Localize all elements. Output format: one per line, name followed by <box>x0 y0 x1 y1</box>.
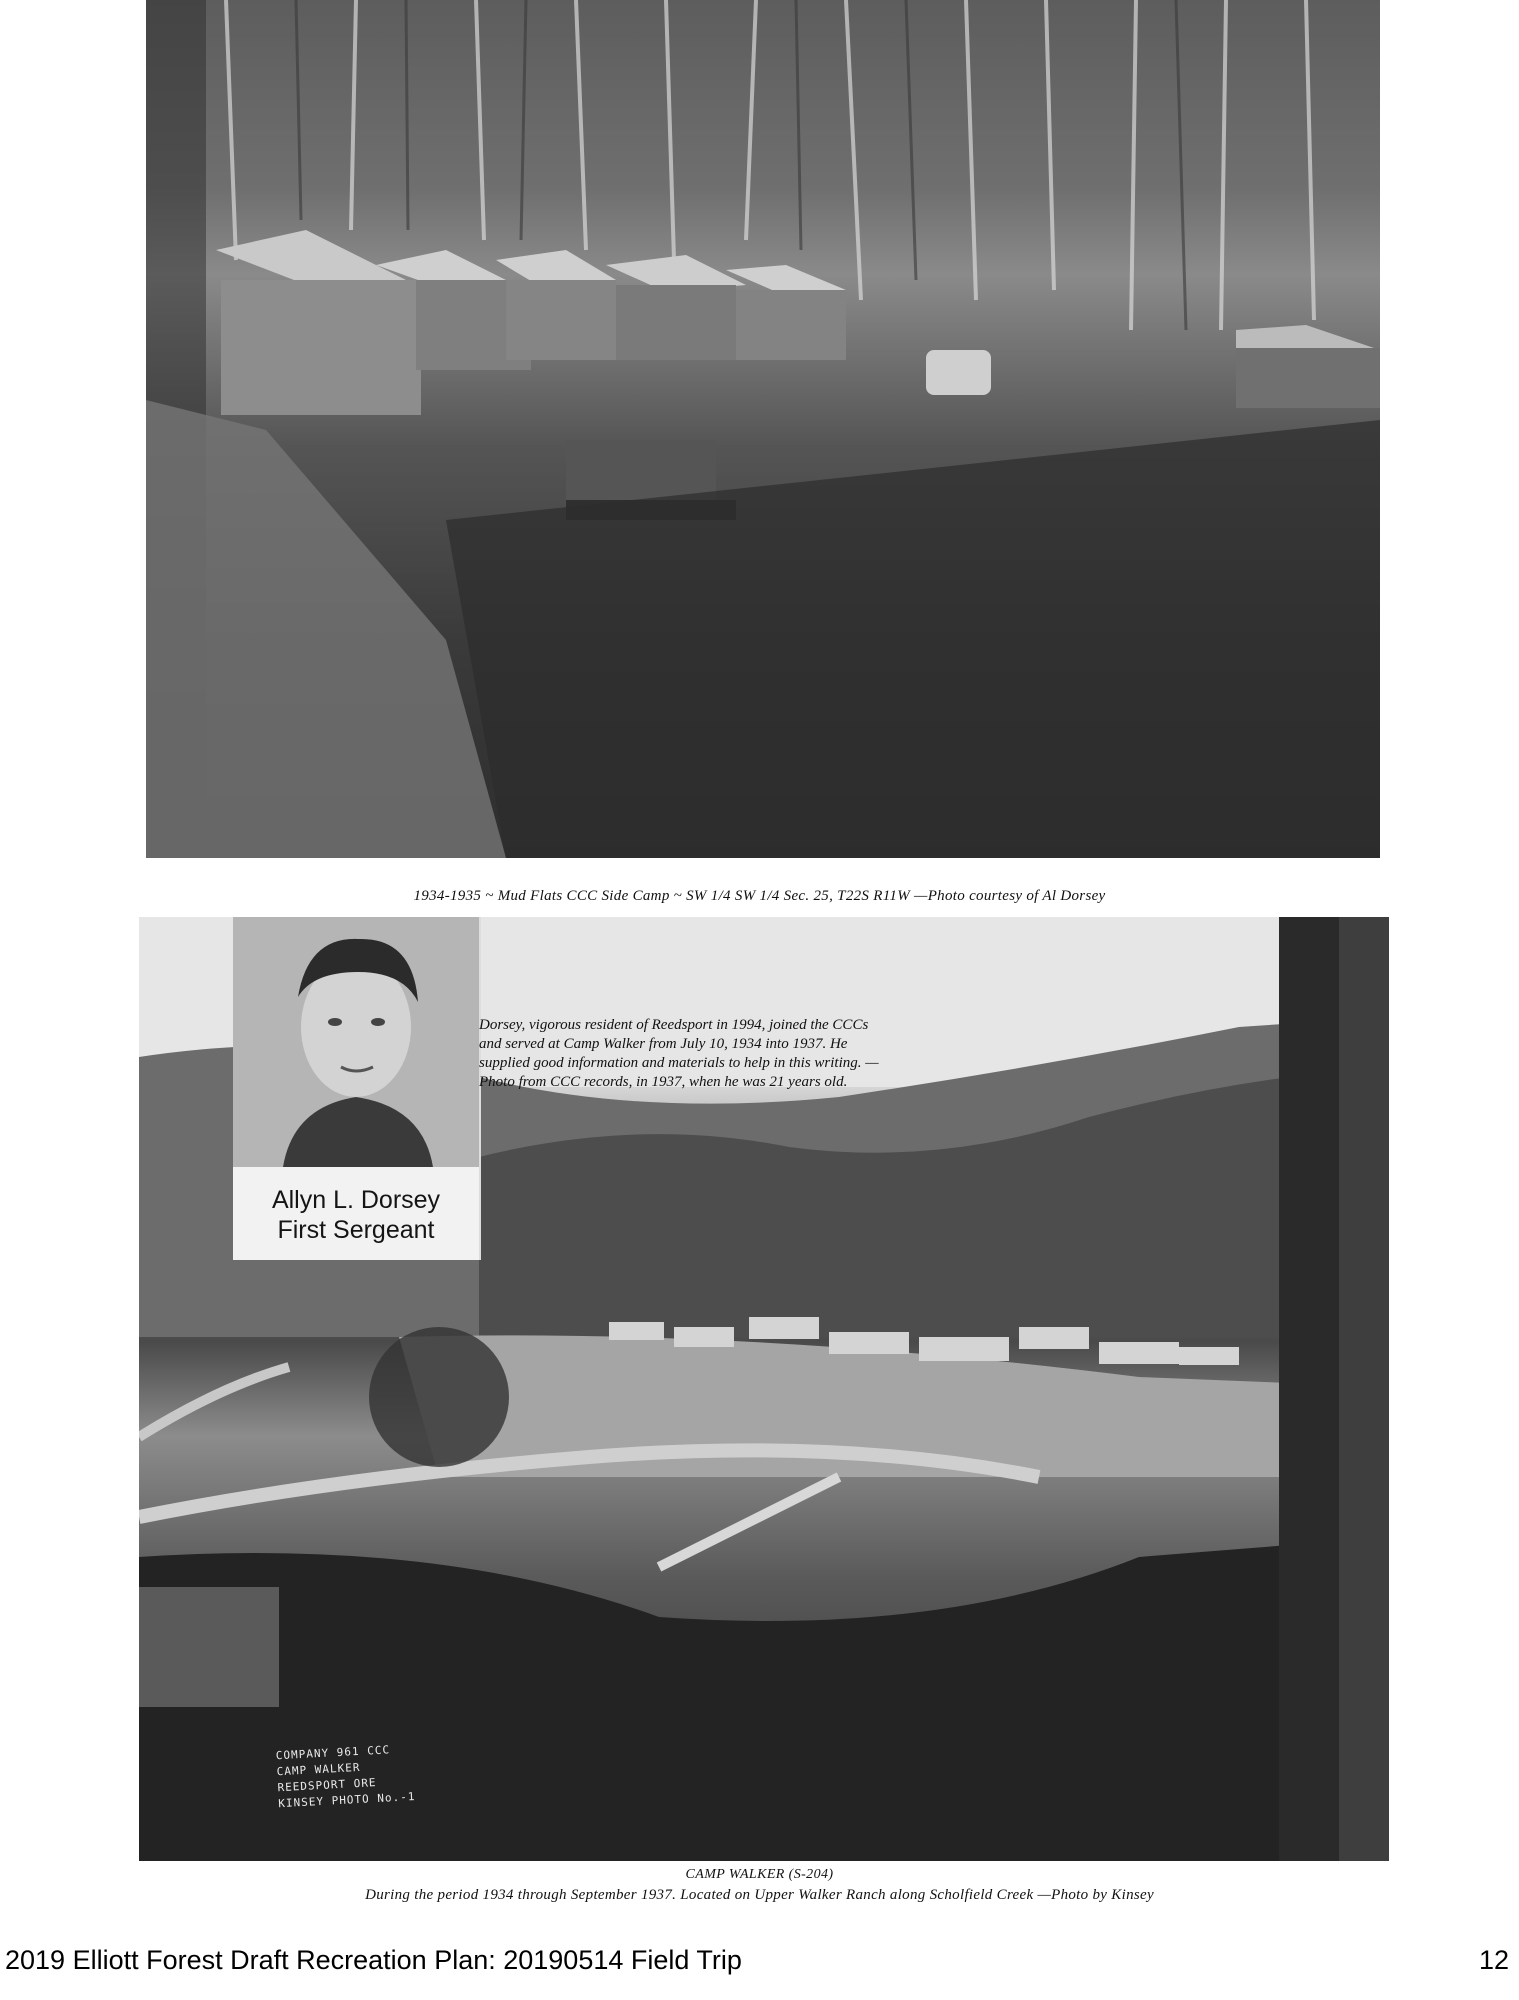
portrait-photo <box>233 917 479 1167</box>
inscription-line: CAMP WALKER <box>276 1760 361 1779</box>
mud-flats-camp-photo <box>146 0 1380 858</box>
inscription-line: REEDSPORT ORE <box>277 1776 377 1795</box>
mud-flats-caption: 1934-1935 ~ Mud Flats CCC Side Camp ~ SW 1/4 SW 1/4 Sec. 25, T22S R11W —Photo courtesy of Al Dorsey <box>413 888 1106 904</box>
page-number: 12 <box>1478 1945 1509 1975</box>
portrait-rank: First Sergeant <box>277 1216 435 1244</box>
dorsey-note: Dorsey, vigorous resident of Reedsport in 1994, joined the CCCs and served at Camp Walker from July 10, 1934 into 1937. He supplied good information and materials to help in this writing. —Photo from CCC records, in 1937, when he was 21 years old. <box>479 1017 879 1090</box>
handwritten-inscription <box>275 1738 478 1812</box>
page-footer: 2019 Elliott Forest Draft Recreation Plan: 20190514 Field Trip <box>5 1945 742 1975</box>
inscription-line: COMPANY 961 CCC <box>275 1743 391 1763</box>
mud-flats-photo-drawing <box>146 0 1380 858</box>
inscription-line: KINSEY PHOTO No.-1 <box>278 1790 416 1811</box>
camp-walker-caption-title: CAMP WALKER (S-204) <box>685 1867 834 1882</box>
camp-walker-photo <box>139 917 1389 1861</box>
portrait-card <box>233 917 481 1260</box>
portrait-name: Allyn L. Dorsey <box>271 1186 441 1214</box>
camp-walker-caption-body: During the period 1934 through September 1937. Located on Upper Walker Ranch along Scholfield Creek —Photo by Kinsey <box>365 1887 1154 1903</box>
